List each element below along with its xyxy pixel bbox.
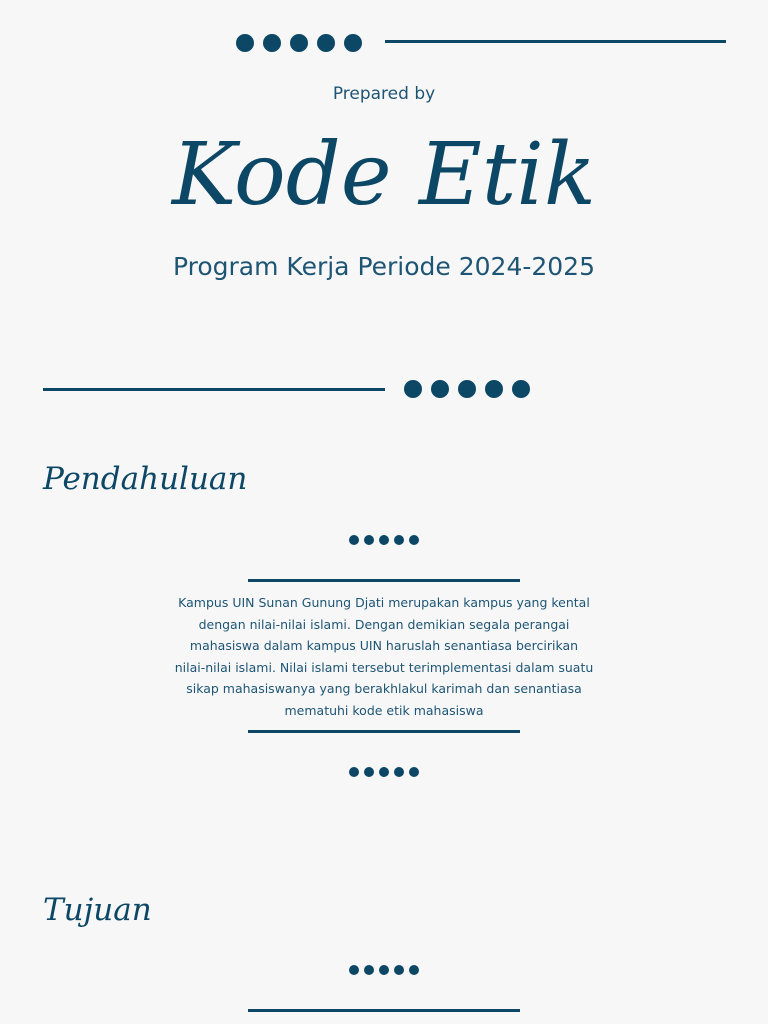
dot: [485, 380, 503, 398]
dot: [349, 965, 359, 975]
section-dots-decoration: [349, 767, 419, 777]
dot: [512, 380, 530, 398]
dot: [290, 34, 308, 52]
dot: [263, 34, 281, 52]
dot: [409, 535, 419, 545]
dot: [379, 965, 389, 975]
page-title: Kode Etik: [172, 125, 596, 225]
section-dots-decoration: [349, 535, 419, 545]
dot: [379, 767, 389, 777]
section-heading-pendahuluan: Pendahuluan: [43, 461, 248, 497]
top-divider-line: [385, 40, 726, 43]
dot: [404, 380, 422, 398]
header-divider-line: [43, 388, 385, 391]
dot: [364, 535, 374, 545]
dot: [394, 535, 404, 545]
dot: [394, 965, 404, 975]
dot: [394, 767, 404, 777]
dot: [379, 535, 389, 545]
top-dots-decoration: [236, 34, 362, 52]
dot: [409, 767, 419, 777]
section-bottom-rule: [248, 730, 520, 733]
dot: [236, 34, 254, 52]
dot: [349, 535, 359, 545]
section-top-rule: [248, 1009, 520, 1012]
dot: [349, 767, 359, 777]
dot: [409, 965, 419, 975]
header-dots-decoration: [404, 380, 530, 398]
dot: [344, 34, 362, 52]
section-body-text: Kampus UIN Sunan Gunung Djati merupakan kampus yang kental dengan nilai-nilai islami. Dengan demikian segala perangai mahasiswa dalam kampus UIN haruslah senantiasa bercirikan nilai-nilai islami. Nilai islami tersebut terimplementasi dalam suatu sikap mahasiswanya yang berakhlakul karimah dan senantiasa mematuhi kode etik mahasiswa: [174, 595, 594, 718]
dot: [317, 34, 335, 52]
section-top-rule: [248, 579, 520, 582]
dot: [364, 767, 374, 777]
prepared-by-label: Prepared by: [332, 84, 436, 104]
dot: [458, 380, 476, 398]
dot: [364, 965, 374, 975]
dot: [431, 380, 449, 398]
page-subtitle: Program Kerja Periode 2024-2025: [173, 252, 595, 281]
section-dots-decoration: [349, 965, 419, 975]
section-heading-tujuan: Tujuan: [43, 892, 152, 928]
